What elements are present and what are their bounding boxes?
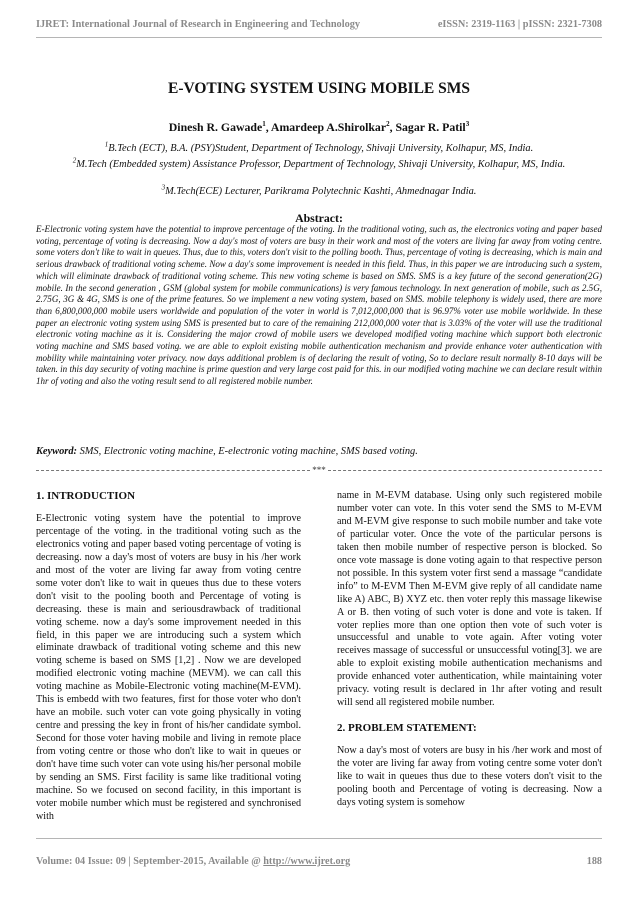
author-affil-mark: 1 — [262, 120, 266, 129]
keywords-label: Keyword: — [36, 446, 77, 457]
problem-paragraph: Now a day's most of voters are busy in his /her work and most of the voter are living far away from voting centre some voter don't like to wait in queues thus due to these voters don't visit to the pooling booth and Percentage of voting is decreasing. Now a days voting system is somehow — [337, 745, 602, 808]
footer-divider — [36, 838, 602, 839]
separator-dash-right — [328, 470, 602, 471]
intro-heading: 1. INTRODUCTION — [36, 490, 136, 502]
paper-title: E-VOTING SYSTEM USING MOBILE SMS — [167, 80, 470, 97]
affil-mark: 3 — [161, 183, 166, 192]
right-column — [337, 490, 602, 810]
affil-mark: 2 — [72, 156, 77, 165]
issn-info: eISSN: 2319-1163 | pISSN: 2321-7308 — [437, 18, 602, 30]
page-number: 188 — [586, 855, 602, 867]
author-name: , Amardeep A.Shirolkar — [265, 120, 387, 134]
header-divider — [36, 37, 602, 38]
separator-stars: *** — [312, 465, 326, 475]
affil-text: B.Tech (ECT), B.A. (PSY)Student, Department of Technology, Shivaji University, Kolhapur, MS, India. — [108, 143, 534, 154]
footer-volume-info — [36, 856, 350, 867]
problem-heading: 2. PROBLEM STATEMENT: — [337, 722, 477, 735]
author-affil-mark: 2 — [386, 120, 390, 129]
left-column — [36, 490, 301, 824]
running-footer — [36, 853, 602, 869]
author-name: , Sagar R. Patil — [389, 120, 466, 134]
keywords-line — [36, 446, 602, 457]
affiliation-3 — [40, 185, 598, 199]
intro-continued-paragraph: name in M-EVM database. Using only such registered mobile number voter can vote. In this voter send the SMS to M-EVM and M-EVM give response to such mobile number and take vote of particular voter. Once the vote of the particular persons is taken then mobile number of respective person is blocked. So once vote massage is done voting again to that respective person not possible. In this system voter first send a massage “candidate info” to M-EVM Then M-EVM give reply of all candidate name like A) ABC, B) XYZ etc. then voter reply this massage likewise A or B. then voting of such voter is done and vote is taken. If voter replies more than one option then vote of such voter is unsuccessful and unable to vote again. After voting voter receives massage of successful or unsuccessful voting[3]. we are able to exploit existing mobile authentication mechanisms and provide enhanced voter authentication, while maintaining voter privacy. voting result is declared in 1hr after voting and result will send all registered mobile number. — [337, 490, 602, 709]
affil-text: M.Tech (Embedded system) Assistance Professor, Department of Technology, Shivaji University, Kolhapur, MS, India. — [76, 159, 566, 170]
journal-name: IJRET: International Journal of Research in Engineering and Technology — [36, 18, 361, 30]
abstract-heading: Abstract: — [295, 211, 343, 225]
affil-text: M.Tech(ECE) Lecturer, Parikrama Polytechnic Kashti, Ahmednagar India. — [165, 186, 477, 197]
affil-mark: 1 — [104, 140, 109, 149]
author-affil-mark: 3 — [465, 120, 470, 129]
separator-dash-left — [36, 470, 310, 471]
author-name: Dinesh R. Gawade — [168, 120, 263, 134]
keywords-text: SMS, Electronic voting machine, E-electronic voting machine, SMS based voting. — [76, 446, 418, 457]
running-header — [36, 14, 602, 34]
author-list — [0, 120, 638, 135]
section-separator — [36, 464, 602, 476]
intro-paragraph: E-Electronic voting system have the potential to improve percentage of the voting. in the traditional voting such as the electronics voting and paper based voting percentage of voting is decreasing. now a day's most of voters are busy in his /her work and most of the voter are living far away from voting centre some voter don't like to wait in queues thus due to these voters don't visit to the pooling booth and Percentage of voting is decreasing. these is main and seriousdrawback of traditional voting scheme. now a day's some improvement needed in this field, in this paper we are introducing such a system which eliminate drawback of traditional voting scheme and this new voting scheme is based on SMS [1,2] . Now we are developed modified electronic voting machine (MEVM). we can call this voting machine as Mobile-Electronic voting machine(M-EVM). This is embedd with two features, first for those voter who don't have an mobile. such voter can vote going physically in voting centre and pressing the key in front of his/her candidate symbol. Second for those voter having mobile and living in remote place from voting centre or those who don't like to wait in queues or don't have time such voter can vote using his/her personal mobile by sending an SMS. First facility is same like traditional voting machine. So we focused on second facility, in this important is voter mobile number which must be registered and synchronised with — [36, 512, 301, 822]
footer-issue-text: Volume: 04 Issue: 09 | September-2015, Available @ — [36, 855, 264, 867]
affiliation-1 — [40, 142, 598, 156]
abstract-text: E-Electronic voting system have the potential to improve percentage of the voting. In the traditional voting, such as, the electronics voting and paper based voting, percentage of voting is decreasing. Now a day's most of voters are busy in their work and most of the voters are living far away from voting centre. some voters don't like to wait in queues. Thus, due to this, voters don't visit to the polling booth. Thus, percentage of voting is decreasing, which is main and serious drawback of traditional voting scheme. Now a day's some improvement is needed in this field. Thus, in this paper we are introducing such a system, which will eliminate drawback of traditional voting scheme. This new voting scheme is based on SMS. SMS is a key future of the second generation(2G) mobile. In the second generation , GSM (global system for mobile communications) is very famous technology. In next generation of mobile, such as 2.5G, 2.75G, 3G & 4G, SMS is one of the prime features. So we implement a new voting system, based on SMS. mobile telephony is widely used, there are more than 6,800,000,000 mobile users worldwide and population of the voter in world is 7,012,000,000 that is 96.97% voter use mobile worldwide. In these paper an electronic voting system using SMS is presented but to care of the remaining 212,000,000 voter that is 3.03% of the voter will use the traditional electronic voting machine as it is. Considering the major crowd of mobile users we developed modified voting machine which support both electronic voting machine and SMS based voting. we are able to exploit existing mobile authentication mechanism and provide enhance voter authentication with mobility while maintaining voter privacy. now days additional problem is of declaring the result of voting, So to declare result normally 8-10 days will be taken. in this day security of voting machine is prime question and very large cost paid for this. in our modified voting machine we can declare result within 1hr of voting and also the voting result send to all registered mobile number. — [36, 224, 602, 387]
affiliation-2 — [40, 158, 598, 172]
journal-link[interactable]: http://www.ijret.org — [263, 855, 351, 867]
